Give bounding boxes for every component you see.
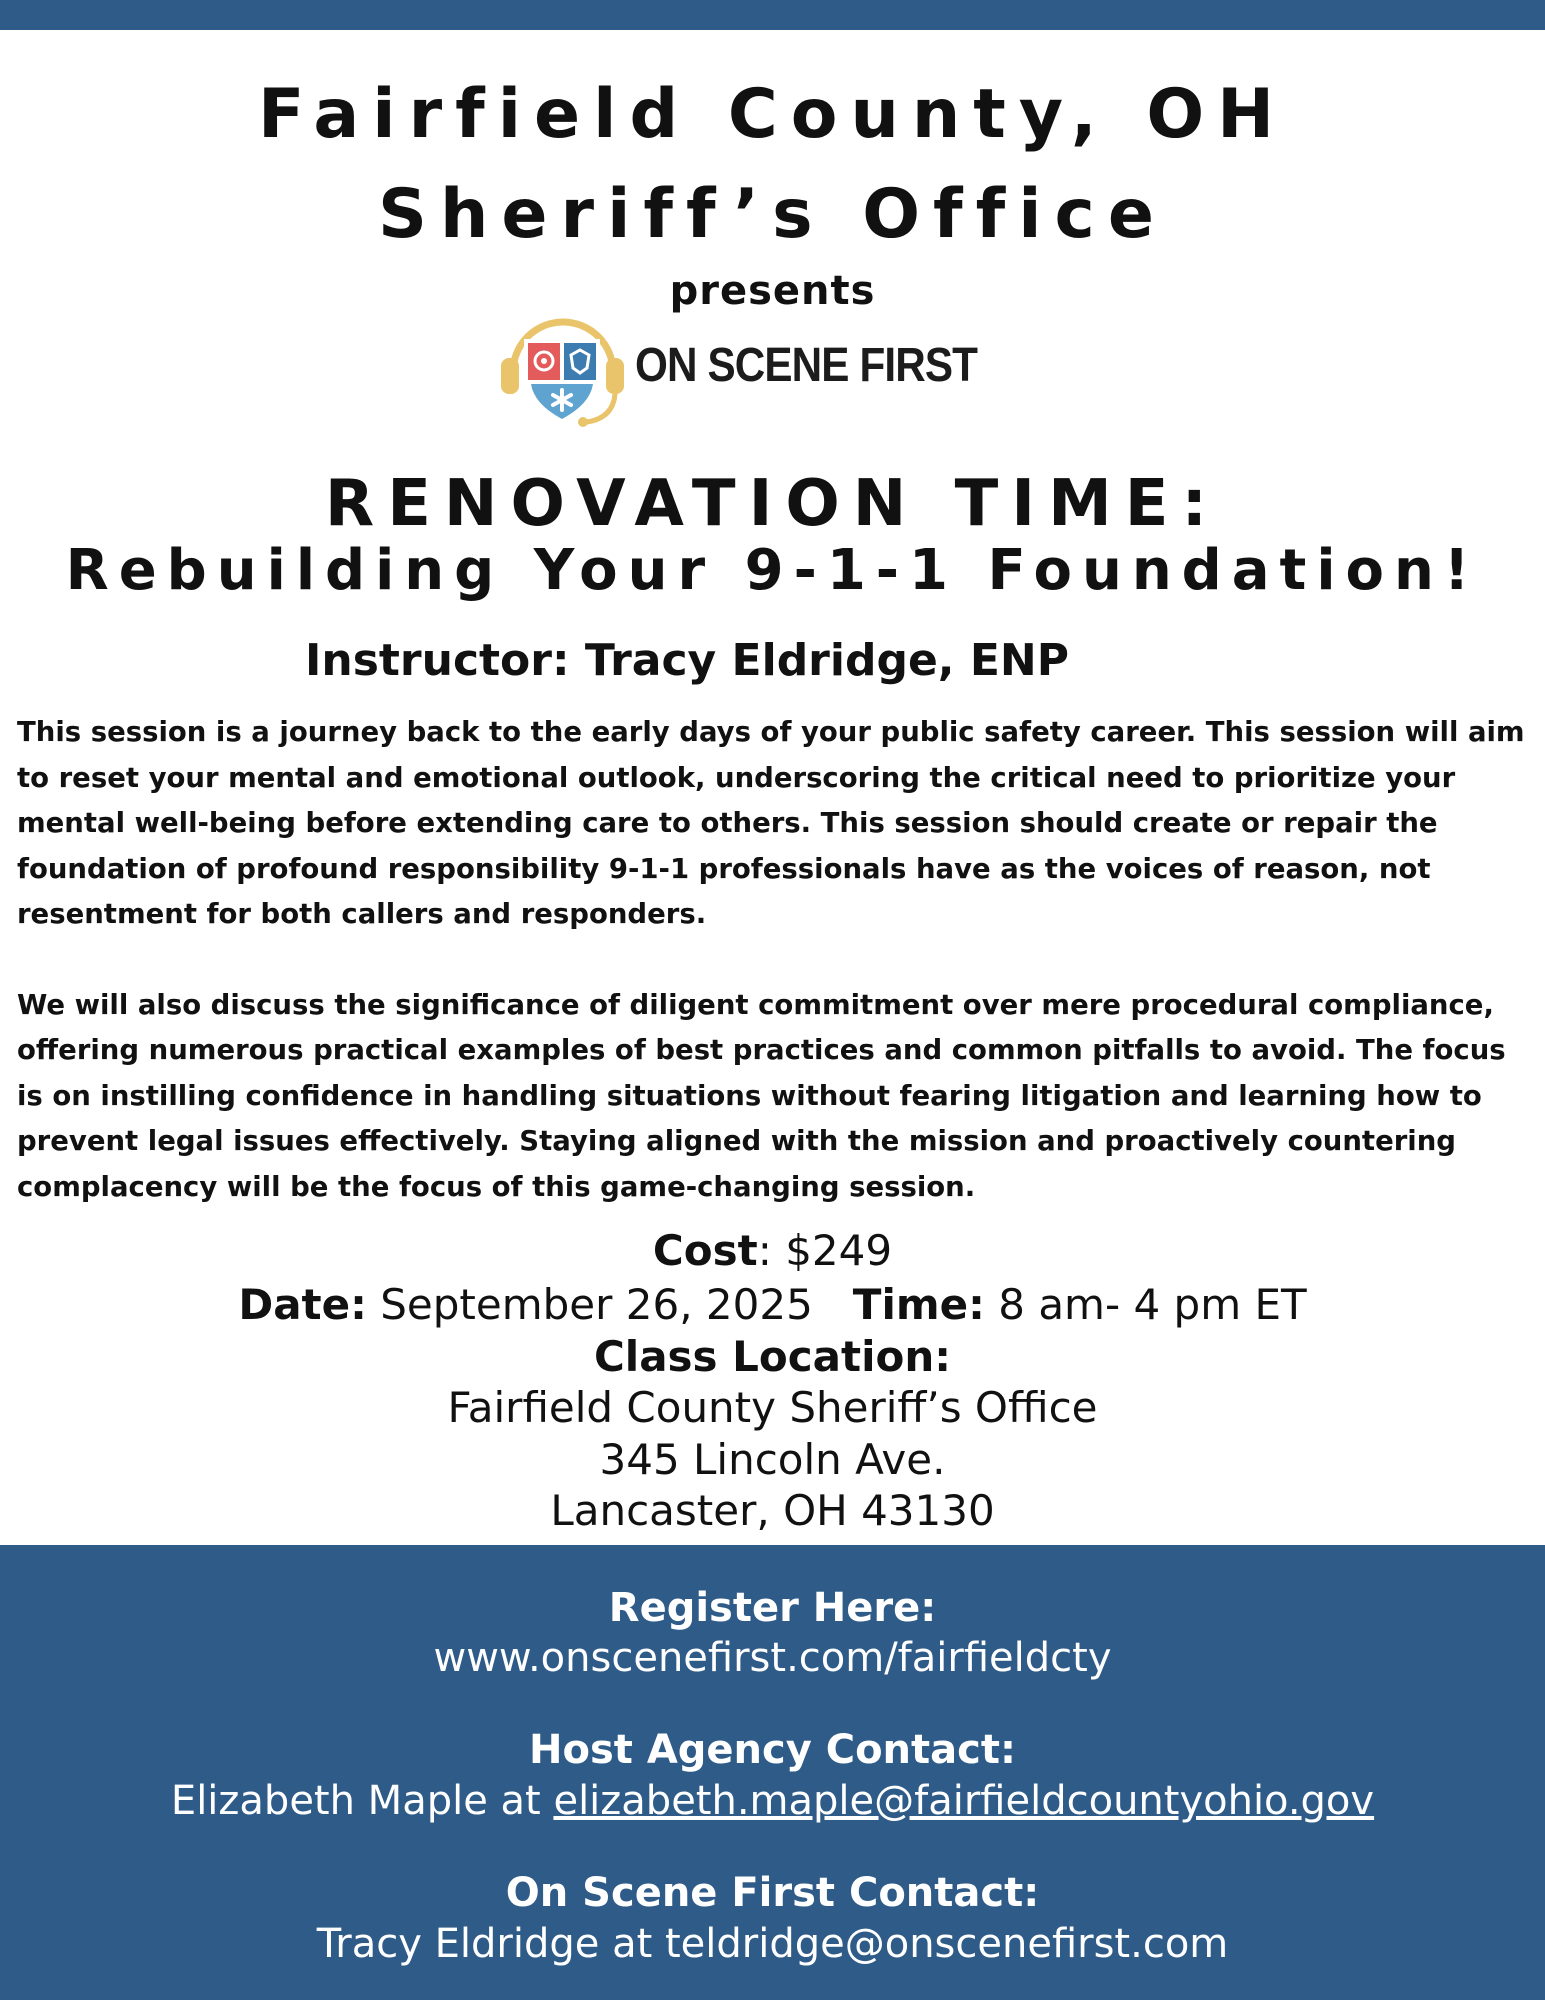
host-contact-heading: Host Agency Contact: [529, 1727, 1016, 1773]
time-value: 8 am- 4 pm ET [984, 1280, 1307, 1329]
register-heading: Register Here: [608, 1585, 937, 1631]
session-title: RENOVATION TIME: [324, 467, 1221, 541]
organization-office: Sheriff’s Office [378, 175, 1167, 254]
description-paragraph: We will also discuss the significance of diligent commitment over mere procedural compliance, offering numerous practical examples of best practices and common pitfalls to avoid. The focus is on instilling confidence in handling situations without fearing litigation and learning how to prevent legal issues effectively. Staying aligned with the mission and proactively countering complacency will be the focus of this game-changing session. [17, 988, 1506, 1203]
cost-line [0, 1226, 1545, 1275]
location-heading: Class Location: [593, 1332, 952, 1381]
location-street: 345 Lincoln Ave. [599, 1435, 946, 1484]
top-accent-bar [0, 0, 1545, 30]
session-subtitle: Rebuilding Your 9-1-1 Foundation! [65, 538, 1480, 603]
location-city: Lancaster, OH 43130 [550, 1486, 995, 1535]
cost-value: : $249 [757, 1226, 893, 1275]
register-link[interactable]: www.onscenefirst.com/fairfieldcty [433, 1635, 1112, 1681]
host-contact-name: Elizabeth Maple at [170, 1778, 554, 1824]
session-description [17, 710, 1537, 1210]
shield-headset-logo-icon [495, 300, 630, 435]
brand-logo [495, 300, 978, 435]
presents-label: presents [669, 268, 876, 314]
organization-name: Fairfield County, OH [257, 75, 1288, 154]
contact-footer [0, 1545, 1545, 2000]
osf-contact-heading: On Scene First Contact: [505, 1870, 1040, 1916]
date-label: Date: [238, 1280, 367, 1329]
host-contact-line [0, 1778, 1545, 1824]
osf-contact-line[interactable]: Tracy Eldridge at teldridge@onscenefirst.com [316, 1921, 1229, 1967]
brand-name: ON SCENE FIRST [635, 339, 978, 392]
location-name: Fairfield County Sheriff’s Office [447, 1383, 1098, 1432]
cost-label: Cost [652, 1226, 758, 1275]
time-label: Time: [852, 1280, 985, 1329]
date-time-line [0, 1280, 1545, 1329]
host-email-link[interactable]: elizabeth.maple@fairfieldcountyohio.gov [553, 1778, 1375, 1824]
date-value: September 26, 2025 [366, 1280, 813, 1329]
instructor-line: Instructor: Tracy Eldridge, ENP [305, 635, 1069, 686]
description-paragraph: This session is a journey back to the early days of your public safety career. This session will aim to reset your mental and emotional outlook, underscoring the critical need to prioritize your mental well-being before extending care to others. This session should create or repair the foundation of profound responsibility 9-1-1 professionals have as the voices of reason, not resentment for both callers and responders. [17, 716, 1525, 930]
